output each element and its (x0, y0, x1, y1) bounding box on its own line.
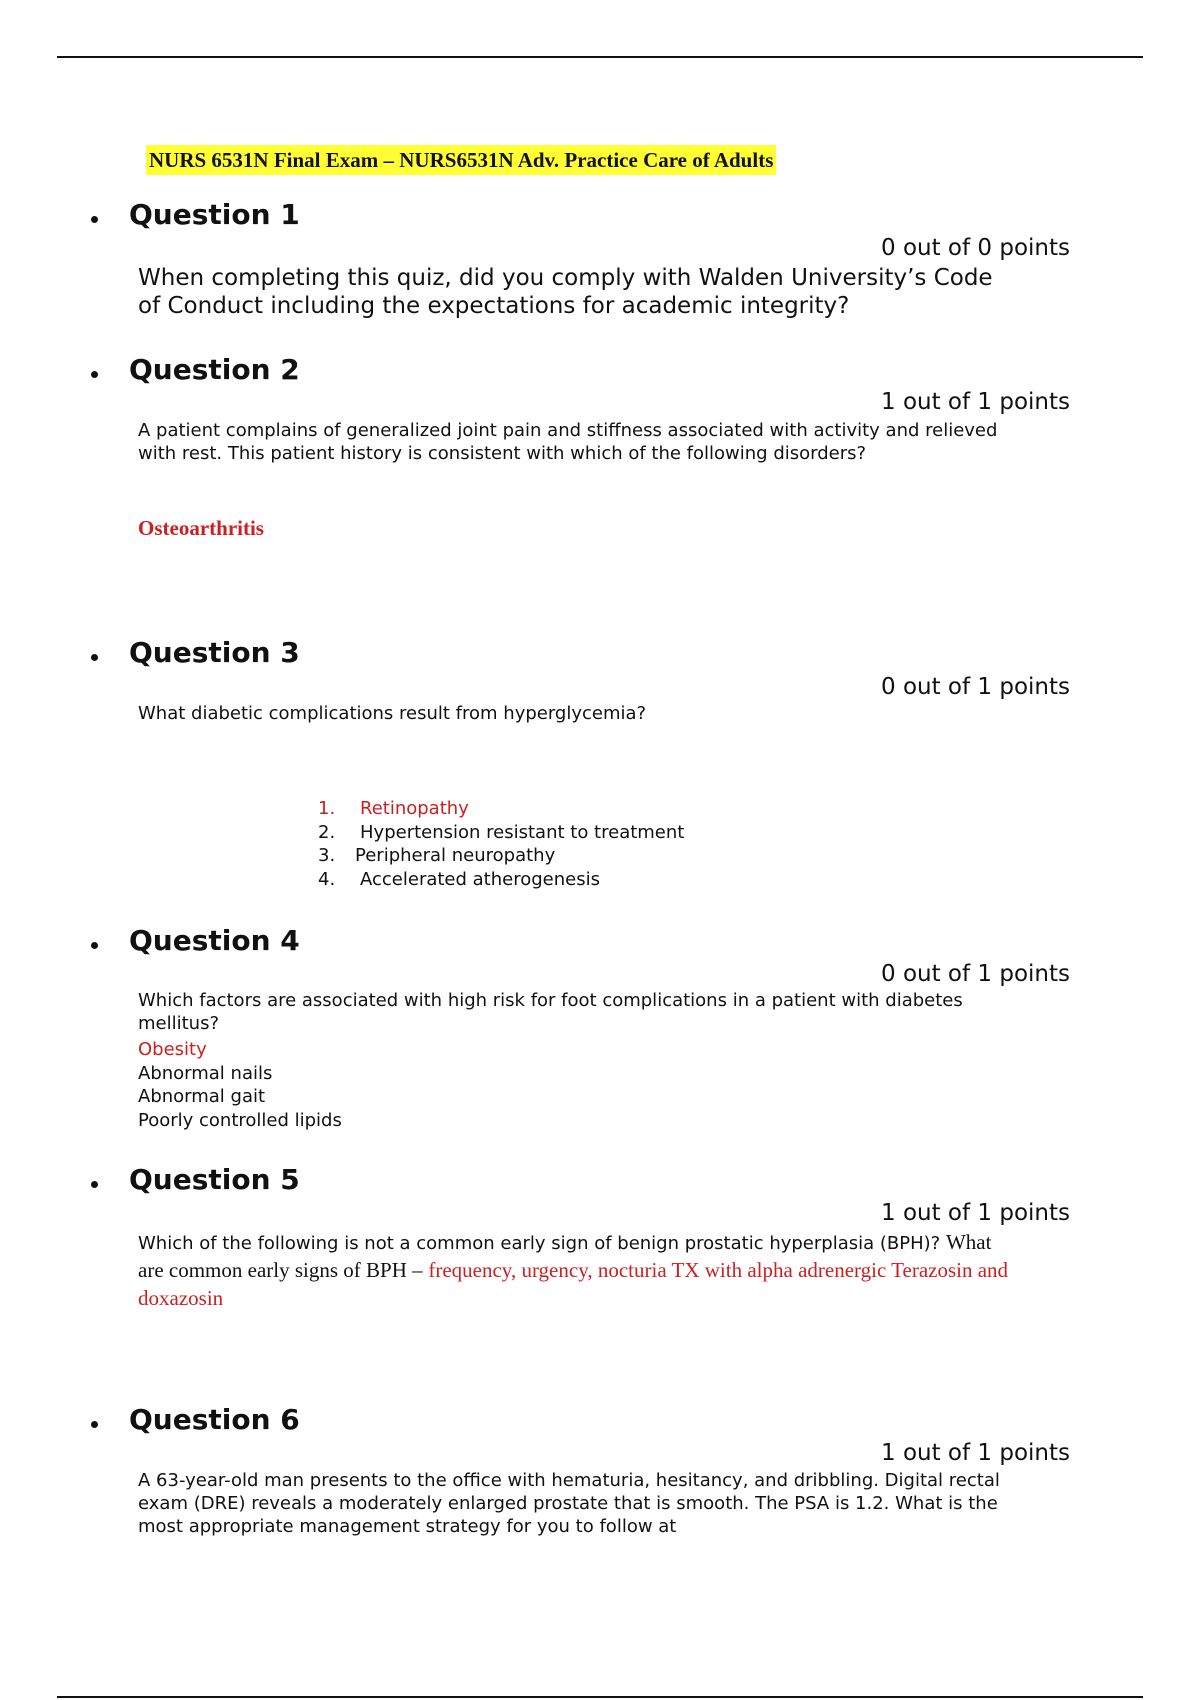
question-4-text: Which factors are associated with high risk for foot complications in a patient with diabetes mellitus? (138, 990, 963, 1034)
question-2-points: 1 out of 1 points (881, 389, 1070, 415)
question-2-answer: Osteoarthritis (138, 516, 264, 540)
bottom-rule (57, 1696, 1143, 1698)
list-item: 4. Accelerated atherogenesis (318, 868, 600, 890)
question-1-points: 0 out of 0 points (881, 235, 1070, 261)
question-1-text: When completing this quiz, did you comply with Walden University’s Code of Conduct including the expectations for academic integrity? (138, 265, 993, 319)
question-5-heading: Question 5 (129, 1163, 300, 1196)
list-item: Abnormal gait (138, 1086, 266, 1107)
question-4-points: 0 out of 1 points (881, 961, 1070, 987)
list-item: Obesity (138, 1039, 207, 1060)
question-3-heading: Question 3 (129, 636, 300, 669)
list-item: 2. Hypertension resistant to treatment (318, 821, 685, 843)
question-4-heading: Question 4 (129, 924, 300, 957)
bullet-icon (91, 1421, 98, 1428)
bullet-icon (91, 216, 98, 223)
question-6-points: 1 out of 1 points (881, 1440, 1070, 1466)
question-5-prompt: Which of the following is not a common early sign of benign prostatic hyperplasia (BPH)? (138, 1233, 941, 1254)
bullet-icon (91, 654, 98, 661)
list-item: 1. Retinopathy (318, 798, 469, 819)
question-5-text (138, 1229, 1018, 1313)
question-5-note-lead: What are common early signs of BPH – (138, 1230, 992, 1282)
bullet-icon (91, 942, 98, 949)
question-5-points: 1 out of 1 points (881, 1200, 1070, 1226)
question-3-text: What diabetic complications result from hyperglycemia? (138, 703, 647, 724)
question-6-heading: Question 6 (129, 1403, 300, 1436)
question-2-text: A patient complains of generalized joint pain and stiffness associated with activity and relieved with rest. This patient history is consistent with which of the following disorders? (138, 420, 998, 464)
bullet-icon (91, 1181, 98, 1188)
question-1-heading: Question 1 (129, 198, 300, 231)
question-3-points: 0 out of 1 points (881, 674, 1070, 700)
list-item: 3. Peripheral neuropathy (318, 845, 556, 866)
question-3-options (318, 797, 684, 891)
question-4-options (138, 1038, 342, 1132)
list-item: Poorly controlled lipids (138, 1109, 342, 1131)
bullet-icon (91, 371, 98, 378)
question-2-heading: Question 2 (129, 353, 300, 386)
list-item: Abnormal nails (138, 1062, 273, 1084)
question-6-text: A 63-year-old man presents to the office with hematuria, hesitancy, and dribbling. Digital rectal exam (DRE) reveals a moderately enlarged prostate that is smooth. The PSA is 1.2. What is the most appropriate management strategy for you to follow at (138, 1470, 1000, 1537)
exam-title: NURS 6531N Final Exam – NURS6531N Adv. Practice Care of Adults (146, 145, 776, 175)
top-rule (57, 56, 1143, 58)
question-5-note-answer: frequency, urgency, nocturia TX with alpha adrenergic Terazosin and doxazosin (138, 1258, 1009, 1310)
